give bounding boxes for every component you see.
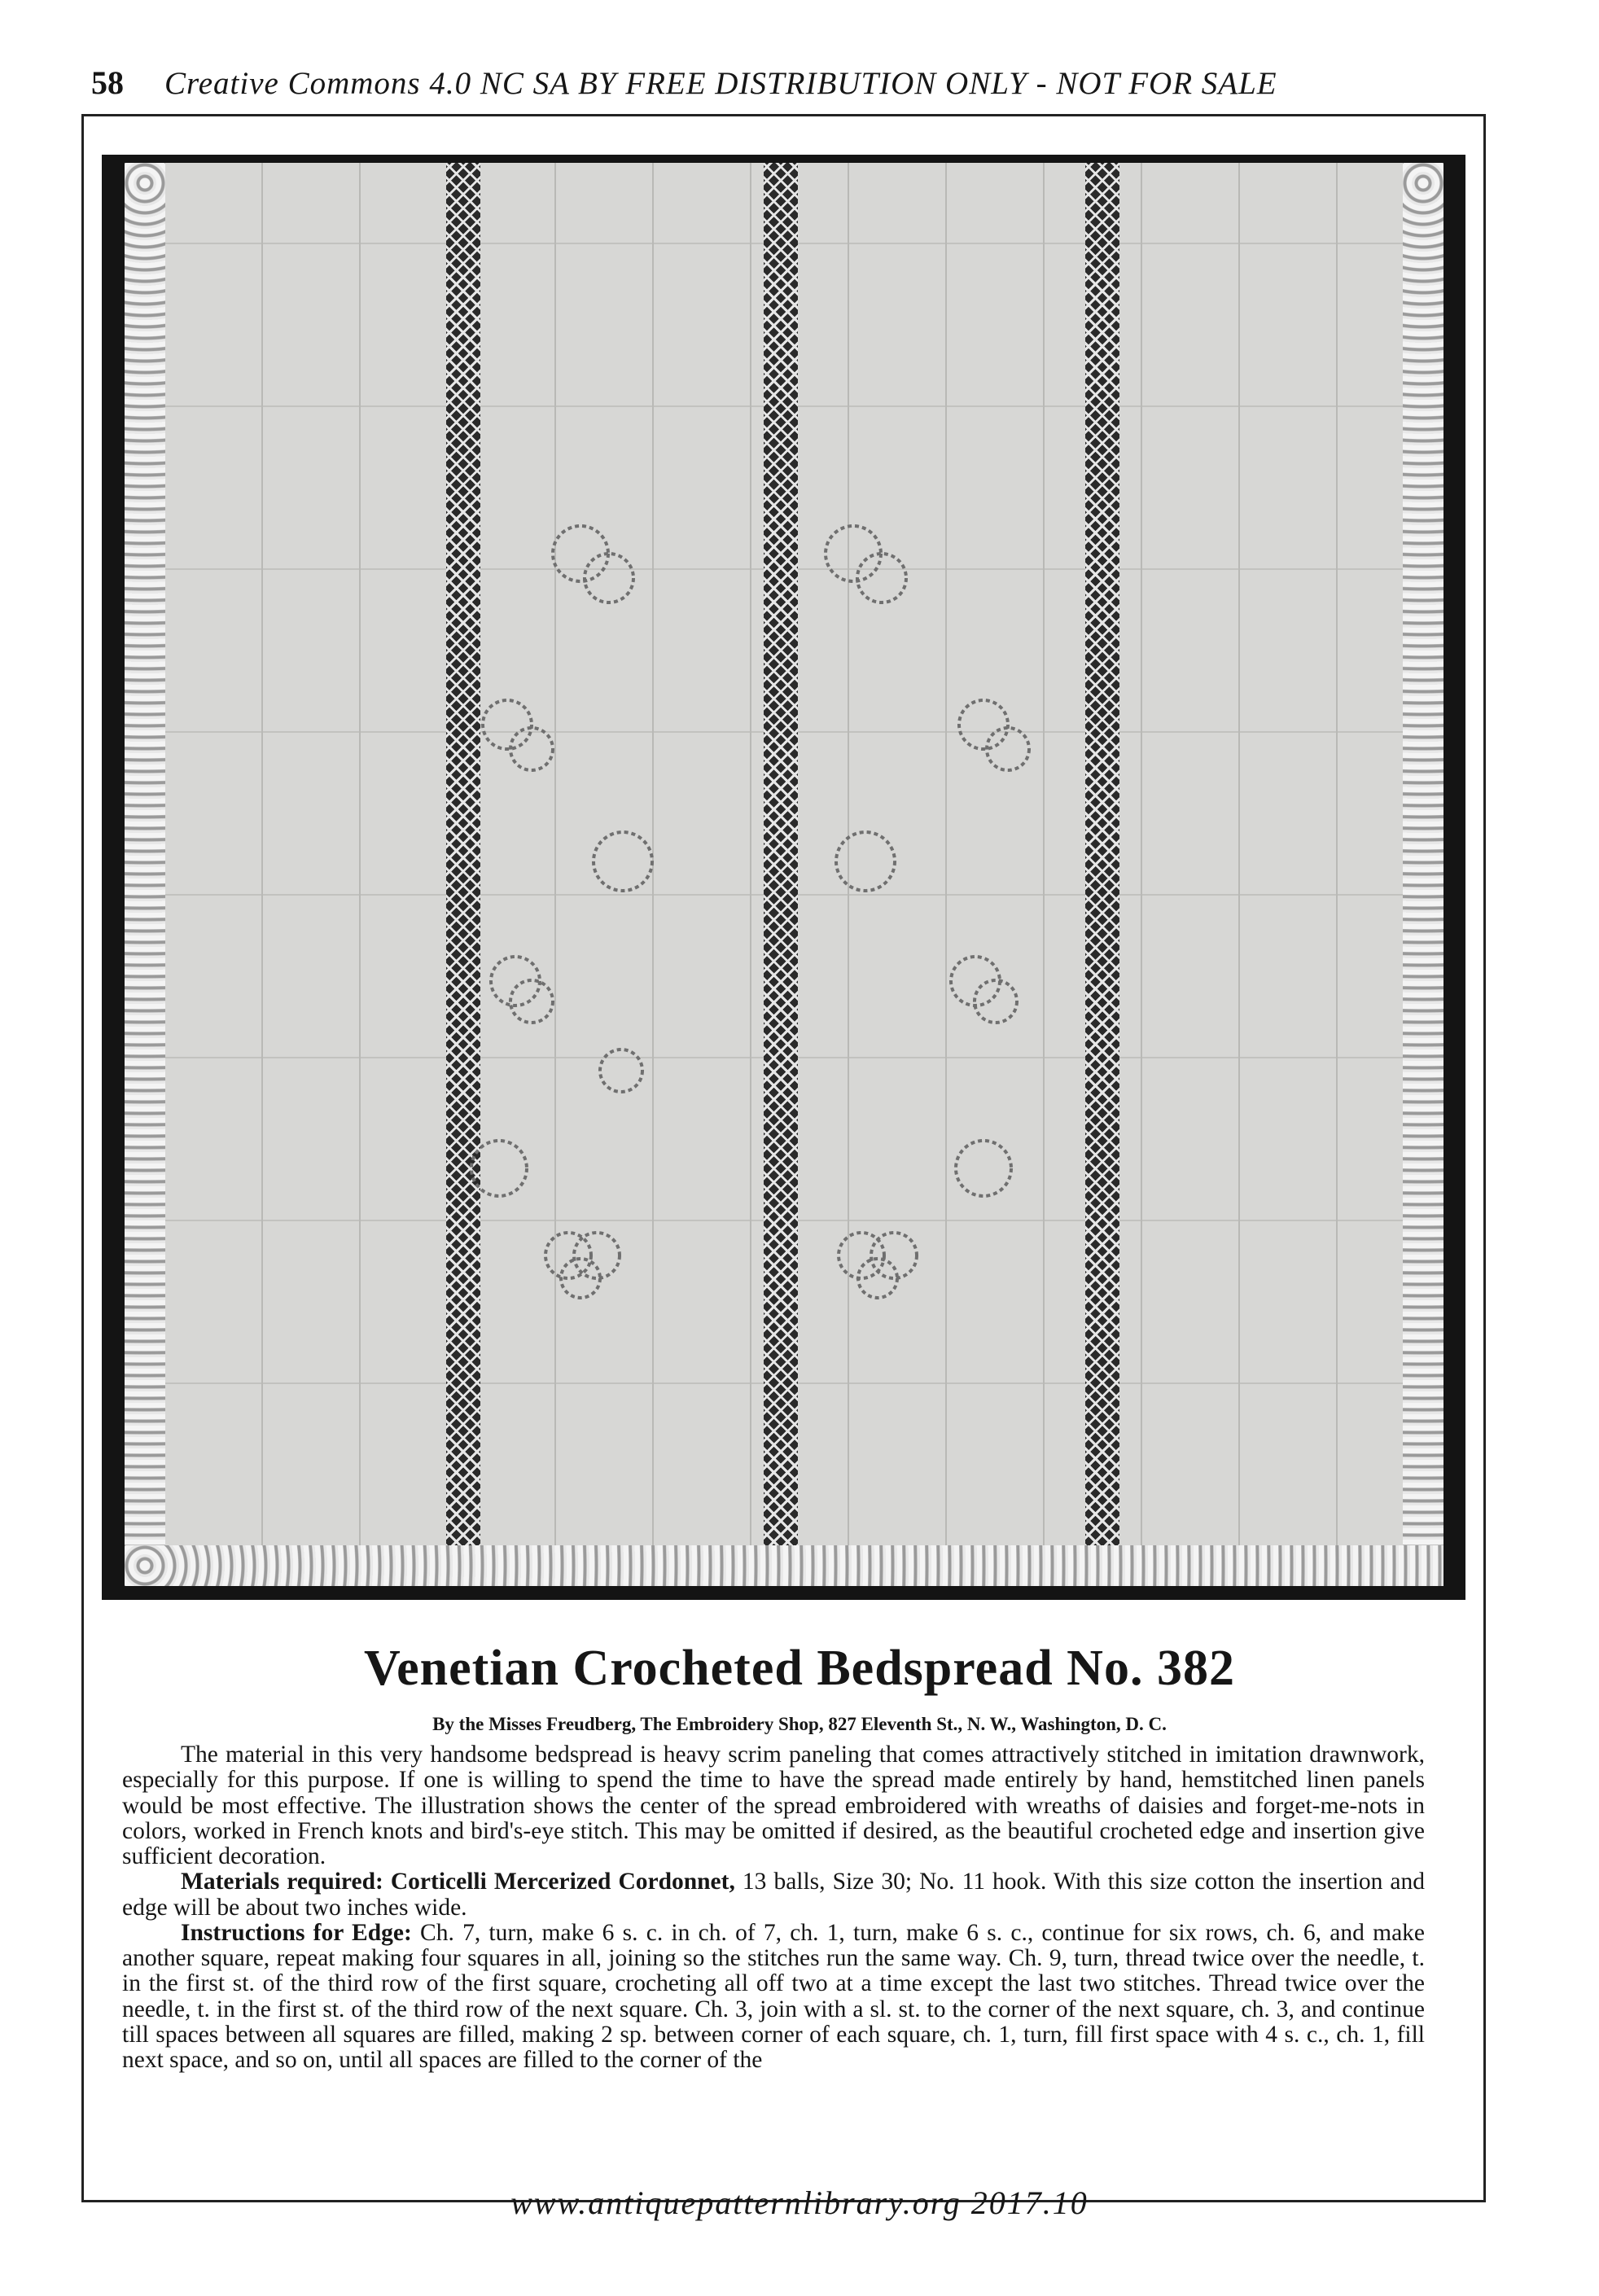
article-title: Venetian Crocheted Bedspread No. 382 <box>364 1641 1235 1696</box>
instructions-text: Ch. 7, turn, make 6 s. c. in ch. of 7, ch. 1, turn, make 6 s. c., continue for six rows, ch. 6, and make another square, repeat making four squares in all, joining so the stitches run the same way. Ch. 9, turn, thread twice over the needle, t. in the first st. of the third row of the first square, crocheting all off two at a time except the last two stitches. Thread twice over the needle, t. in the first st. of the third row of the next square. Ch. 3, join with a sl. st. to the corner of the next square, ch. 3, and continue till spaces between all squares are filled, making 2 sp. between corner of each square, ch. 1, turn, fill first space with 4 s. c., ch. 1, fill next space, and so on, until all spaces are filled to the corner of the <box>122 1919 1426 2074</box>
bedspread-photo <box>102 155 1465 1600</box>
license-notice: Creative Commons 4.0 NC SA BY FREE DISTRIBUTION ONLY - NOT FOR SALE <box>164 66 1277 101</box>
intro-paragraph: The material in this very handsome bedspread is heavy scrim paneling that comes attractively stitched in imitation drawnwork, especially for this purpose. If one is willing to spend the time to have the spread made entirely by hand, hemstitched linen panels would be most effective. The illustration shows the center of the spread embroidered with wreaths of daisies and forget-me-nots in colors, worked in French knots and bird's-eye stitch. This may be omitted if desired, as the beautiful crocheted edge and insertion give sufficient decoration. <box>122 1742 1425 1870</box>
bedspread-image <box>125 163 1443 1586</box>
wreath-embroidery <box>125 163 1443 1586</box>
materials-product: Corticelli Mercerized Cordonnet, <box>390 1869 735 1895</box>
materials-paragraph <box>122 1869 1425 1921</box>
instructions-paragraph <box>122 1921 1425 2074</box>
instructions-label: Instructions for Edge: <box>181 1919 412 1946</box>
crocheted-edge-left <box>125 163 165 1586</box>
article-body <box>122 1742 1425 2073</box>
page-number: 58 <box>91 64 124 101</box>
crocheted-edge-bottom <box>125 1545 1443 1586</box>
footer-url: www.antiquepatternlibrary.org 2017.10 <box>510 2184 1089 2221</box>
materials-text: 13 balls, Size 30; No. 11 hook. With this size cotton the insertion and edge will be about two inches wide. <box>122 1869 1426 1921</box>
page-header <box>91 64 1435 120</box>
article-byline: By the Misses Freudberg, The Embroidery Shop, 827 Eleventh St., N. W., Washington, D. C. <box>432 1714 1167 1734</box>
crocheted-edge-right <box>1403 163 1443 1586</box>
materials-label: Materials required: <box>181 1869 383 1895</box>
